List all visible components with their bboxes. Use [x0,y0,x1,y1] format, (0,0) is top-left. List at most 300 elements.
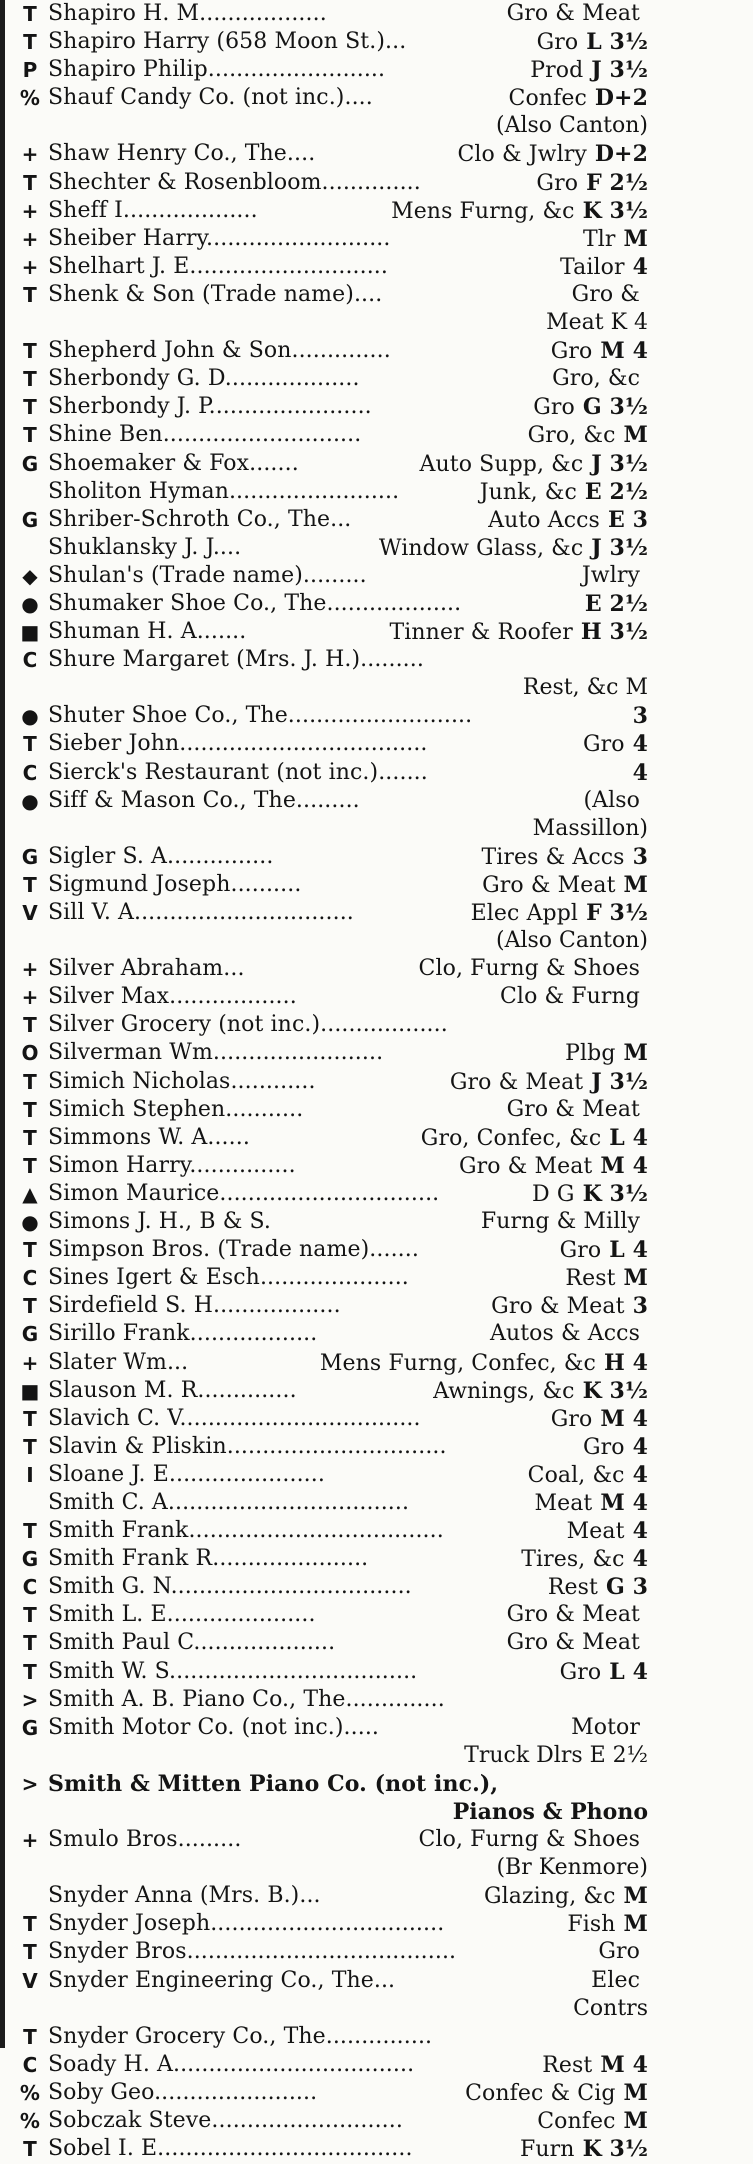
directory-entry [18,1377,648,1405]
entry-name: Shine Ben............................ [48,422,362,448]
entry-details [421,1124,648,1153]
trade-label: Gro, &c [527,423,616,449]
trade-symbol: C [22,2052,38,2077]
directory-entry [18,1967,648,1995]
directory-entry [18,1236,648,1264]
directory-entry [18,1882,648,1910]
directory-entry [18,1489,648,1517]
trade-label: Meat [566,1519,625,1545]
entry-details [420,450,648,479]
entry-details [507,1601,648,1629]
entry-continuation [18,1995,648,2023]
entry-details [577,590,648,618]
trade-symbol: ■ [20,620,40,645]
trade-symbol: T [23,872,37,897]
credit-rating: M 4 [600,338,648,365]
trade-symbol: T [23,1519,37,1544]
trade-symbol: T [23,367,37,392]
entry-name: Smith & Mitten Piano Co. (not inc.), [48,1770,499,1797]
entry-details [591,1967,648,1995]
trade-symbol: + [21,226,39,251]
credit-rating: G 3½ [582,394,648,421]
directory-entry [18,618,648,646]
credit-rating: 4 [632,731,648,758]
trade-label: Gro & Meat [491,1294,625,1320]
credit-rating: K 3½ [582,1180,648,1207]
trade-label: Prod [530,58,584,84]
trade-symbol: T [23,1153,37,1178]
credit-rating: E 2½ [584,590,648,617]
directory-entry [18,1517,648,1545]
directory-entry [18,281,648,309]
trade-label: Clo & Furng [500,984,640,1010]
entry-details [583,787,648,815]
trade-label: Furng & Milly [480,1209,640,1235]
credit-rating: 4 [632,1518,648,1545]
entry-name: Shure Margaret (Mrs. J. H.)......... [48,647,424,673]
entry-name: Shapiro H. M.................. [48,1,327,26]
trade-label: Rest [547,1575,598,1601]
credit-rating: M [623,225,648,252]
entry-name: Simpson Bros. (Trade name)....... [48,1237,419,1263]
trade-label: (Also [583,787,640,813]
entry-name: Snyder Joseph................................. [48,1911,445,1937]
entry-name: Sloane J. E...................... [48,1461,325,1487]
entry-name: Shulan's (Trade name)......... [48,562,367,588]
entry-details [419,955,648,983]
entry-details [551,337,648,366]
trade-label: Fish [567,1912,616,1938]
trade-symbol: T [23,1097,37,1122]
entry-name: Silver Grocery (not inc.).................. [48,1012,448,1038]
credit-rating: J 3½ [591,1068,648,1095]
entry-name: Silver Abraham... [48,956,245,982]
trade-symbol: G [21,1547,39,1572]
directory-entry [18,1068,648,1096]
entry-details [390,618,649,647]
entry-name: Slavin & Pliskin............................... [48,1433,447,1459]
entry-details [534,1489,648,1518]
continuation-text: Meat K 4 [546,310,648,336]
entry-name: Simich Stephen........... [48,1096,304,1122]
entry-continuation [18,674,648,702]
entry-name: Shoemaker & Fox....... [48,450,299,476]
directory-entry [18,871,648,899]
trade-label: Autos & Accs [489,1321,640,1347]
credit-rating: M [623,1265,648,1292]
entry-name: Smith C. A.................................. [48,1489,410,1515]
directory-entry [18,84,648,112]
entry-details [542,2051,648,2080]
entry-details [459,1152,648,1181]
credit-rating: H 4 [603,1349,648,1376]
trade-symbol: I [26,1462,34,1487]
entry-name: Snyder Bros...................................... [48,1939,457,1965]
trade-label: Gro [550,1406,593,1432]
entry-name: Silverman Wm........................ [48,1040,384,1066]
entry-details [507,1096,648,1124]
entry-details [490,1320,648,1348]
continuation-text: Pianos & Phono [452,1799,648,1825]
directory-entry [18,787,648,815]
entry-name: Simons J. H., B & S. [48,1209,271,1235]
entry-name: Shumaker Shoe Co., The................... [48,590,462,616]
trade-label: Jwlry [581,562,640,588]
directory-entry [18,1770,648,1798]
credit-rating: F 3½ [586,900,648,926]
entry-name: Sholiton Hyman........................ [48,478,400,504]
directory-entry [18,1292,648,1320]
credit-rating: L 4 [609,1658,648,1685]
directory-entry [18,28,648,56]
directory-entry [18,56,648,84]
directory-entry [18,1545,648,1573]
directory-entry [18,1461,648,1489]
credit-rating: M [623,1883,648,1910]
trade-label: Clo & Jwlry [457,142,587,168]
entry-details [500,983,648,1011]
credit-rating: D+2 [594,141,648,168]
trade-symbol: P [22,58,38,83]
trade-label: Tires, &c [521,1547,625,1573]
trade-symbol: ▲ [22,1181,38,1206]
credit-rating: E 2½ [584,478,648,505]
directory-entry [18,1686,648,1714]
entry-name: Simon Harry............... [48,1152,296,1178]
trade-label: Gro, Confec, &c [420,1125,602,1151]
entry-name: Siff & Mason Co., The......... [48,787,360,813]
trade-symbol: > [21,1687,39,1712]
trade-symbol: + [21,1828,39,1853]
credit-rating: 3 [632,1293,648,1320]
entry-details [583,730,648,759]
trade-symbol: T [23,30,37,55]
entry-details [565,1039,648,1068]
credit-rating: E 3 [607,506,648,533]
trade-symbol: O [21,1041,39,1066]
credit-rating: K 3½ [582,2136,648,2163]
entry-details [572,281,648,309]
credit-rating: 4 [632,253,648,280]
credit-rating: M [623,2079,648,2106]
entry-details [419,1826,648,1854]
directory-listing [18,0,648,2163]
trade-symbol: ● [21,788,39,813]
continuation-text: (Also Canton) [496,113,648,139]
entry-name: Snyder Engineering Co., The... [48,1967,396,1993]
credit-rating: L 4 [609,1237,648,1264]
credit-rating: 4 [632,1461,648,1488]
entry-name: Sirillo Frank.................. [48,1321,318,1347]
trade-symbol: T [23,395,37,420]
trade-label: Rest [542,2052,593,2078]
trade-label: Gro [536,170,579,196]
directory-entry [18,169,648,197]
directory-entry [18,2051,648,2079]
credit-rating: K 3½ [582,197,648,224]
trade-symbol: + [21,957,39,982]
trade-label: Clo, Furng & Shoes [418,1827,640,1853]
directory-entry [18,1658,648,1686]
entry-name: Snyder Grocery Co., The............... [48,2023,433,2049]
credit-rating: 4 [632,1546,648,1573]
trade-label: Gro & Meat [458,1153,593,1179]
trade-symbol: T [23,1940,37,1965]
trade-label: Gro [550,339,593,365]
directory-entry [18,225,648,253]
entry-details [433,1377,648,1406]
credit-rating: J 3½ [591,450,648,477]
directory-entry [18,899,648,927]
entry-continuation [18,927,648,955]
credit-rating: L 4 [609,1124,648,1151]
directory-entry [18,1152,648,1180]
credit-rating: M [623,871,648,898]
entry-details [507,0,648,28]
trade-label: Coal, &c [527,1462,625,1488]
page-edge-rule [0,0,5,2048]
trade-label: Glazing, &c [483,1884,616,1910]
trade-symbol: G [21,844,39,869]
trade-symbol: C [22,1266,38,1291]
trade-label: Furn [520,2137,575,2163]
entry-details [465,2079,648,2108]
directory-entry [18,1405,648,1433]
directory-entry [18,1826,648,1854]
entry-details [548,1573,648,1602]
directory-entry [18,1349,648,1377]
directory-entry [18,253,648,281]
directory-entry [18,1910,648,1938]
entry-details [450,1068,648,1097]
trade-symbol: T [23,732,37,757]
directory-entry [18,365,648,393]
directory-entry [18,337,648,365]
trade-label: Confec [537,2109,616,2135]
directory-entry [18,1320,648,1348]
trade-label: Gro & Meat [506,1096,640,1122]
entry-name: Sherbondy G. D................... [48,366,360,392]
continuation-text: Truck Dlrs E 2½ [464,1742,648,1768]
trade-symbol: T [23,170,37,195]
trade-symbol: G [21,451,39,476]
entry-details [536,169,648,198]
credit-rating: M [623,1040,648,1067]
trade-symbol: C [22,648,38,673]
trade-symbol: T [23,1013,37,1038]
directory-entry [18,393,648,421]
entry-name: Sherbondy J. P....................... [48,394,372,420]
directory-entry [18,1180,648,1208]
directory-entry [18,1124,648,1152]
trade-symbol: T [23,282,37,307]
entry-details [560,1236,648,1265]
trade-label: Tinner & Roofer [389,620,573,646]
trade-symbol: G [21,1322,39,1347]
directory-entry [18,730,648,758]
trade-label: Rest [565,1266,616,1292]
trade-symbol: V [22,1968,38,1993]
trade-label: Gro [598,1939,640,1965]
directory-entry [18,1264,648,1292]
entry-name: Sigmund Joseph.......... [48,871,302,897]
directory-entry [18,590,648,618]
trade-label: Gro & Meat [506,1602,640,1628]
trade-symbol: T [23,1069,37,1094]
trade-label: Awnings, &c [433,1378,575,1404]
trade-label: Mens Furng, &c [391,198,575,224]
trade-label: Elec [591,1967,640,1993]
entry-name: Sheff I................... [48,197,258,223]
entry-name: Smith W. S................................... [48,1658,418,1684]
entry-details [625,702,648,730]
entry-name: Shuter Shoe Co., The.......................... [48,703,473,729]
entry-details [528,421,648,450]
directory-entry [18,759,648,787]
entry-name: Shauf Candy Co. (not inc.).... [48,85,373,111]
entry-continuation [18,1742,648,1770]
entry-name: Sobel I. E.................................... [48,2136,413,2162]
entry-name: Smith G. N.................................. [48,1574,412,1600]
directory-entry [18,0,648,28]
directory-entry [18,562,648,590]
credit-rating: G 3 [605,1574,648,1601]
entry-name: Snyder Anna (Mrs. B.)... [48,1883,321,1909]
trade-symbol: + [21,985,39,1010]
trade-label: Tires & Accs [481,844,625,870]
entry-details [471,899,648,928]
directory-entry [18,1039,648,1067]
credit-rating: M [623,1911,648,1938]
entry-name: Sobczak Steve........................... [48,2108,403,2134]
trade-label: Gro & Meat [449,1069,584,1095]
directory-entry [18,478,648,506]
entry-name: Sheiber Harry.......................... [48,225,391,251]
trade-label: Gro, &c [552,366,640,392]
directory-entry [18,843,648,871]
entry-details [598,1938,648,1966]
entry-details [379,534,648,563]
trade-label: Gro [533,395,575,421]
credit-rating: D+2 [594,85,648,112]
entry-name: Smith L. E..................... [48,1602,316,1628]
entry-details [537,2107,648,2136]
continuation-text: (Br Kenmore) [496,1855,648,1881]
credit-rating: J 3½ [591,534,648,561]
entry-details [320,1349,648,1378]
trade-label: Clo, Furng & Shoes [418,956,640,982]
entry-name: Sierck's Restaurant (not inc.)....... [48,759,428,785]
trade-label: Mens Furng, Confec, &c [319,1350,596,1376]
entry-details [480,478,648,507]
directory-entry [18,2107,648,2135]
trade-label: Gro [582,1434,625,1460]
credit-rating: 3 [632,703,648,730]
continuation-text: Rest, &c M [522,675,648,701]
credit-rating: H 3½ [580,619,648,646]
entry-name: Shuman H. A....... [48,619,247,645]
trade-label: Window Glass, &c [378,535,584,561]
entry-continuation [18,1854,648,1882]
trade-symbol: + [21,1350,39,1375]
directory-entry [18,702,648,730]
trade-label: Junk, &c [479,479,577,505]
credit-rating: M 4 [600,1152,648,1179]
trade-symbol: T [23,339,37,364]
trade-label: Auto Supp, &c [419,451,584,477]
entry-details [560,253,648,282]
trade-symbol: T [23,2024,37,2049]
directory-entry [18,1573,648,1601]
credit-rating: F 2½ [586,169,648,196]
trade-label: Gro [536,30,579,56]
credit-rating: M 4 [600,1489,648,1516]
trade-label: Confec & Cig [465,2080,616,2106]
directory-entry [18,2135,648,2163]
trade-symbol: T [23,1294,37,1319]
entry-name: Smith Frank R...................... [48,1546,369,1572]
trade-label: Gro & Meat [506,1630,640,1656]
trade-label: D G [532,1181,575,1207]
trade-symbol: + [21,254,39,279]
directory-entry [18,1433,648,1461]
trade-label: Meat [534,1490,593,1516]
directory-entry [18,1601,648,1629]
entry-name: Simmons W. A...... [48,1124,250,1150]
entry-details [481,1208,648,1236]
entry-details [567,1910,648,1939]
directory-entry [18,534,648,562]
directory-entry [18,1629,648,1657]
entry-name: Soby Geo....................... [48,2079,318,2105]
entry-details [551,1405,648,1434]
directory-entry [18,2079,648,2107]
directory-entry [18,450,648,478]
trade-label: Auto Accs [488,507,600,533]
trade-symbol: T [23,1659,37,1684]
entry-details [533,393,648,422]
entry-details [565,1264,648,1293]
entry-details [488,506,648,535]
entry-name: Sines Igert & Esch..................... [48,1265,409,1291]
entry-name: Shechter & Rosenbloom.............. [48,169,421,195]
continuation-text: Massillon) [532,815,648,841]
continuation-text: (Also Canton) [496,928,648,954]
trade-symbol: T [23,1125,37,1150]
entry-details [509,84,648,113]
trade-symbol: T [23,1406,37,1431]
trade-symbol: ● [21,591,39,616]
trade-symbol: % [19,2080,41,2105]
trade-symbol: C [22,760,38,785]
directory-entry [18,1208,648,1236]
directory-entry [18,421,648,449]
entry-name: Shaw Henry Co., The.... [48,141,316,167]
trade-symbol: + [21,198,39,223]
entry-details [560,1658,648,1687]
directory-entry [18,983,648,1011]
trade-label: Plbg [565,1041,616,1067]
entry-name: Shuklansky J. J.... [48,534,242,560]
entry-continuation [18,815,648,843]
entry-name: Sieber John................................... [48,731,428,757]
entry-name: Slater Wm... [48,1349,189,1375]
entry-name: Smith Paul C.................... [48,1630,336,1656]
entry-details [528,1461,648,1490]
trade-label: Tailor [560,254,625,280]
entry-name: Soady H. A.................................. [48,2051,415,2077]
entry-details [583,1433,648,1462]
